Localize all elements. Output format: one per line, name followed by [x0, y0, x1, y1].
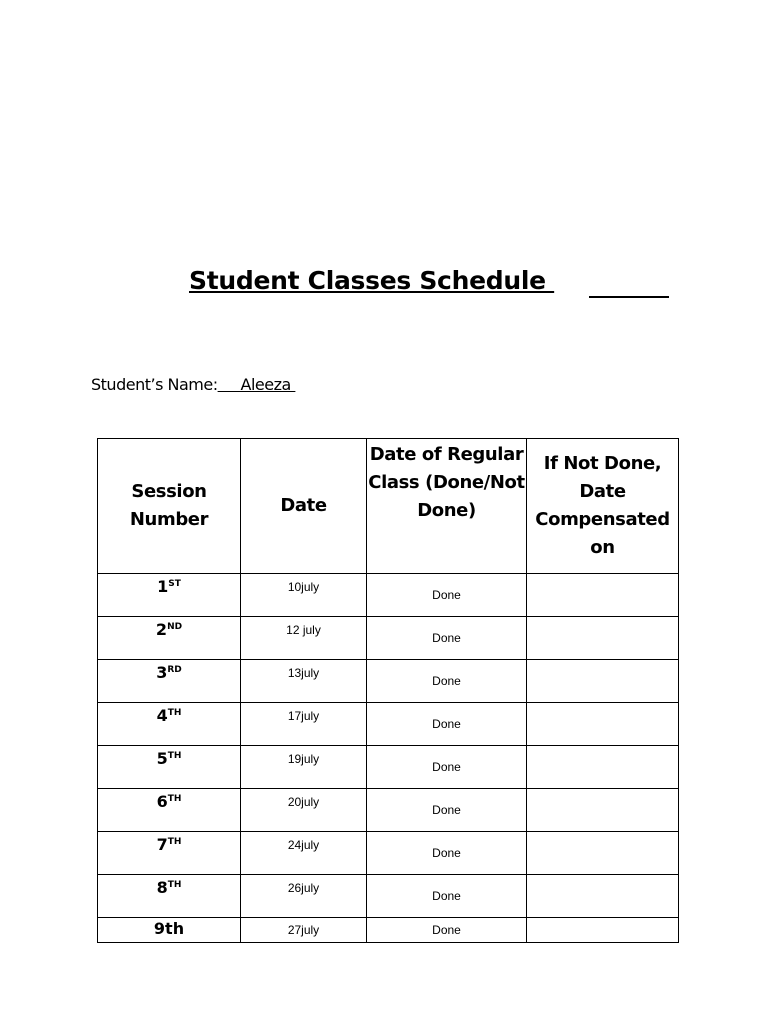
table-row	[98, 703, 679, 746]
session-number	[157, 750, 182, 768]
date-cell	[241, 918, 367, 943]
session-cell	[98, 703, 241, 746]
date-cell	[241, 617, 367, 660]
status-cell	[367, 875, 527, 918]
student-name-line	[91, 375, 295, 394]
date-cell	[241, 746, 367, 789]
date-cell	[241, 789, 367, 832]
session-number	[157, 879, 182, 897]
status-cell	[367, 660, 527, 703]
student-name-value: Aleeza	[217, 375, 296, 394]
header-regular-class: Date of Regular Class (Done/Not Done)	[367, 439, 527, 574]
header-row	[98, 439, 679, 574]
class-status: Done	[432, 717, 461, 731]
session-number	[157, 707, 182, 725]
compensated-cell	[527, 832, 679, 875]
session-date: 26july	[287, 881, 320, 895]
session-cell	[98, 746, 241, 789]
table-row	[98, 660, 679, 703]
date-cell	[241, 660, 367, 703]
class-status: Done	[432, 760, 461, 774]
table-row	[98, 875, 679, 918]
session-date: 13july	[287, 666, 320, 680]
table-row	[98, 918, 679, 943]
status-cell	[367, 703, 527, 746]
session-number	[157, 793, 182, 811]
session-ordinal-suffix: ST	[168, 579, 181, 589]
class-status: Done	[432, 631, 461, 645]
header-compensated: If Not Done, Date Compensated on	[527, 439, 679, 574]
class-status: Done	[432, 846, 461, 860]
date-cell	[241, 574, 367, 617]
session-number-value: 4	[156, 706, 168, 725]
session-ordinal-suffix: TH	[167, 837, 182, 847]
session-date: 10july	[287, 580, 320, 594]
table-row	[98, 617, 679, 660]
class-status: Done	[432, 588, 461, 602]
session-ordinal-suffix: TH	[167, 794, 182, 804]
session-number-value: 2	[155, 620, 168, 639]
table-row	[98, 789, 679, 832]
session-cell	[98, 617, 241, 660]
header-date: Date	[241, 439, 367, 574]
class-status: Done	[432, 889, 461, 903]
session-cell	[98, 660, 241, 703]
student-name-label: Student’s Name:	[91, 375, 218, 394]
session-date: 19july	[287, 752, 320, 766]
session-cell	[98, 832, 241, 875]
session-number-value: 8	[156, 878, 168, 897]
session-number-value: 1	[157, 577, 169, 596]
status-cell	[367, 918, 527, 943]
compensated-cell	[527, 875, 679, 918]
session-cell	[98, 918, 241, 943]
compensated-cell	[527, 617, 679, 660]
title-blank-line	[589, 296, 669, 298]
session-ordinal-suffix: TH	[167, 880, 182, 890]
status-cell	[367, 746, 527, 789]
session-number-value: 3	[156, 663, 168, 682]
page-title: Student Classes Schedule	[189, 266, 555, 295]
header-session-number: Session Number	[98, 439, 241, 574]
session-number-value: 9th	[153, 919, 185, 938]
table-row	[98, 746, 679, 789]
status-cell	[367, 832, 527, 875]
session-date: 24july	[287, 838, 320, 852]
compensated-cell	[527, 746, 679, 789]
session-number-value: 7	[156, 835, 168, 854]
session-cell	[98, 574, 241, 617]
table-row	[98, 832, 679, 875]
status-cell	[367, 789, 527, 832]
status-cell	[367, 617, 527, 660]
session-ordinal-suffix: TH	[167, 751, 182, 761]
session-cell	[98, 875, 241, 918]
session-number	[156, 664, 182, 682]
date-cell	[241, 875, 367, 918]
compensated-cell	[527, 660, 679, 703]
class-status: Done	[432, 674, 461, 688]
session-number	[156, 621, 182, 639]
session-date: 27july	[287, 923, 320, 937]
session-cell	[98, 789, 241, 832]
schedule-table	[97, 438, 679, 943]
table-row	[98, 574, 679, 617]
session-number	[154, 920, 184, 938]
session-date: 12 july	[286, 623, 321, 637]
session-number	[157, 836, 182, 854]
session-number-value: 5	[156, 749, 168, 768]
session-number-value: 6	[156, 792, 168, 811]
status-cell	[367, 574, 527, 617]
session-number	[157, 578, 181, 596]
compensated-cell	[527, 703, 679, 746]
session-ordinal-suffix: ND	[167, 622, 183, 632]
compensated-cell	[527, 574, 679, 617]
session-date: 20july	[287, 795, 320, 809]
date-cell	[241, 703, 367, 746]
session-ordinal-suffix: TH	[167, 708, 182, 718]
class-status: Done	[432, 923, 461, 937]
compensated-cell	[527, 789, 679, 832]
session-date: 17july	[287, 709, 320, 723]
compensated-cell	[527, 918, 679, 943]
session-ordinal-suffix: RD	[167, 665, 182, 675]
class-status: Done	[432, 803, 461, 817]
date-cell	[241, 832, 367, 875]
